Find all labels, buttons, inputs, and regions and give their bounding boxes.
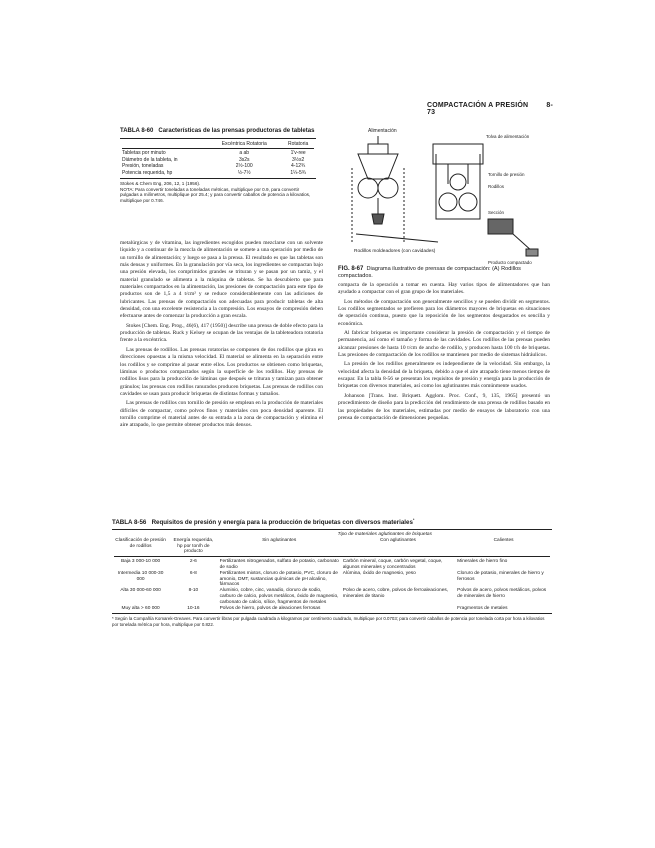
right-paragraph-3: Al fabricar briquetas es importante considerar la presión de compactación y el tiempo de permanencia, así como el tamaño y forma de las cavidades. Los rodillos de las prensas pueden alcanzar presiones de hasta 10 t/cm de ancho de rodillo, y producen hasta 100 t/h de briquetas. Las presiones de compactación de los rodillos se mantienen por medio de sistemas hidráulicos.	[338, 330, 550, 359]
feed-hopper-right	[433, 144, 483, 164]
table-row: Presión, toneladas 2½-100 4-12¾	[122, 163, 306, 170]
fig-label-right-4: Sección	[488, 210, 505, 215]
left-column	[120, 240, 323, 508]
fig-label-bottom-left: Rodillos moldeadores (con cavidades)	[354, 249, 436, 254]
table-row: Potencia requerida, hp ½-7½ 1¼-5¾	[122, 169, 306, 176]
figure-caption: FIG. 8-67 Diagrama ilustrativo de prensas de compactación: (A) Rodillos compactados.	[338, 266, 521, 279]
table-bottom-rule	[120, 178, 316, 179]
fig-label-top-left: Alimentación	[368, 128, 397, 134]
table-row: Muy alta > 60 000 10-16 Polvos de hierro, polvos de aleaciones ferrosas Fragmentos de metales	[121, 605, 508, 611]
table-8-56-grid	[112, 532, 552, 611]
roll-left-b	[378, 178, 398, 198]
table-source: Stokes & Chem Eng, 206, 12, 1 (1956).	[120, 181, 201, 187]
roll-right-a	[439, 193, 457, 211]
table-row: Tabletas por minuto a ab 1'v-ree	[122, 150, 306, 157]
table-note: NOTA: Para convertir toneladas a toneladas métricas, multiplique por 0.9, para convertir pulgadas a milímetros, multiplique por 25.4; y para convertir caballos de potencia a kilovatios, multiplique por 0.746.	[120, 186, 311, 203]
table-row: Alta 30 000-60 000 8-10 Aluminio, cobre, cinc, vanadio, cloruro de sodio, carburo de calcio, polvos metálicos, óxido de magnesio, carbonato de calcio, sílice, fragmentos de metales Polvo de acero, cobre, polvos de ferroaleaciones, minerales de titanio Polvos de acero, polvos metálicos, polvos de minerales de hierro	[120, 588, 547, 605]
right-paragraph-5: Johanson [Trans. Inst. Briquett. Agglom. Proc. Conf., 9, 135, 1965] presentó un procedimiento de diseño para la predicción del rendimiento de una prensa de rodillos basado en las propiedades de los materiales, estimadas por medio de ensayos de laboratorio con una prensa de compactación de dimensiones pequeñas.	[338, 392, 550, 421]
col-header: Sin aglutinantes	[262, 537, 297, 543]
left-paragraph-2: Stokes [Chem. Eng. Prog., 46(6), 417 (1950)] describe una prensa de doble efecto para la producción de tabletas. Ruck y Kelsey se ocupan de las ventajas de la tableteadora rotatoria frente a la excéntrica.	[120, 322, 323, 344]
table-top-rule	[120, 138, 316, 139]
col-header: Excéntrica Rotatoria	[221, 141, 267, 147]
figure-8-67	[338, 124, 550, 274]
fig-label-right-1: Tolva de alimentación	[486, 134, 530, 139]
table-row: Intermedia 10 000-30 000 6-8 Fertilizantes mixtos, cloruro de potasio, PVC, cloruro de amonio, DMT, sustancias químicas de pH alcalino, fármacos Alúmina, óxido de magnesio, yeso Cloruro de potasio, minerales de hierro y ferrosos	[117, 570, 544, 588]
col-header: Clasificación de presión de rodillos	[115, 537, 166, 549]
table-8-56-title: TABLA 8-56 Requisitos de presión y energía para la producción de briquetas con diversos materiales*	[112, 517, 415, 527]
running-header-title: COMPACTACIÓN A PRESIÓN	[427, 102, 529, 109]
table-8-60-title: TABLA 8-60 Características de las prensas productoras de tabletas	[120, 128, 315, 134]
table-row: Diámetro de la tableta, in 3s2s 3½s2	[122, 156, 305, 163]
table-8-60-grid	[120, 141, 316, 176]
table-8-56	[112, 516, 552, 627]
roll-left-a	[358, 178, 378, 198]
right-paragraph-1: compacta de la operación a tomar en cuenta. Hay varios tipos de alimentadores que han ayudado a compactar con el gran grupo de los materiales.	[338, 282, 550, 296]
left-paragraph-4: Las prensas de rodillos con tornillo de presión se emplean en la producción de materiales difíciles de compactar, como polvos finos y materiales con poca densidad aparente. El tornillo comprime el material antes de su entrada a la zona de compactación y elimina el aire atrapado, lo que permite obtener productos más densos.	[120, 400, 323, 429]
left-paragraph-3: Las prensas de rodillos. Las prensas rotatorias se componen de dos rodillos que giran en direcciones opuestas a la misma velocidad. El material se alimenta en la separación entre los rodillos y se comprime al pasar entre ellos. Los productos se obtienen como briquetas, láminas o productos compactados según la superficie de los rodillos. Hay prensas de rodillos lisos para la producción de láminas que después se trituran y tamizan para obtener gránulos; las prensas con rodillos ranurados producen briquetas. Las prensas de rodillos con cavidades se usan para producir briquetas de distintas formas y tamaños.	[120, 346, 323, 397]
right-paragraph-4: La presión de los rodillos generalmente es independiente de la velocidad. Sin embargo, la velocidad afecta la densidad de la briqueta, debido a que el aire atrapado tiene menos tiempo de escapar. En la tabla 8-56 se presentan los requisitos de presión y energía para la producción de briquetas con diversos materiales, así como los aglutinantes más comúnmente usados.	[338, 361, 550, 390]
table-row: Baja 3 000-10 000 2-6 Fertilizantes nitrogenados, sulfato de potasio, carbonato de sodio Carbón mineral, coque, carbón vegetal, coque, algunos minerales y concentrados Minerales de hierro fino	[120, 559, 508, 571]
span-header: Tipo de materiales aglutinantes de briquetas	[337, 532, 432, 538]
col-header: Energía requerida, hp por ton/h de producto	[173, 537, 214, 555]
right-paragraph-2: Los métodos de compactación son generalmente sencillos y se pueden dividir en segmentos. Los rodillos segmentados se prefieren para los diámetros mayores de briquetas en situaciones de operación continua, puesto que la reposición de los segmentos desgastados es sencilla y económica.	[338, 298, 550, 327]
running-header	[427, 102, 557, 116]
col-header: Calientes	[493, 537, 514, 543]
col-header: Rotatoria	[287, 141, 309, 147]
table-8-60	[120, 128, 316, 203]
roll-right-b	[459, 193, 477, 211]
right-column	[338, 282, 550, 508]
press-screw	[450, 174, 466, 190]
feed-hopper-left	[368, 136, 388, 154]
fig-label-right-2: Tornillo de presión	[488, 172, 525, 177]
left-paragraph-1: metalúrgicas y de vitamina, las ingredientes escogidos pueden mezclarse con un solvente líquido y a continuar de la mezcla de alimentación se somete a una operación por medio de un tornillo de alimentación; y luego se pasa a la prensa. El resultado es que las tabletas son más densas y uniformes. En la granulación por vía seca, los ingredientes se compactan bajo una presión elevada, los comprimidos grandes se trituran y se pasan por un tamiz, y el material granulado se alimenta a la máquina de tabletas. Se ha descubierto que para materiales compactados en la alimentación, las presiones de compactación para este tipo de productos son de 1,5 a 4 t/cm² y se reduce considerablemente con las adiciones de lubricantes. Las prensas de compactación son adecuadas para producir tabletas de alta densidad, con una excelente resistencia a la compresión. Los ensayos de compresión deben efectuarse antes de comenzar la producción a gran escala.	[120, 240, 323, 320]
table-footnote: * Según la Compañía Komarek-Greaves. Para convertir libras por pulgada cuadrada a kilogramos por centímetro cuadrado, multiplique por 0.0703; para convertir caballos de potencia por tonelada corta por hora a kilovatios por tonelada métrica por hora, multiplique por 0.822.	[112, 616, 545, 627]
press-diagram	[338, 124, 550, 274]
fig-label-bottom-right: Producto compactado	[488, 260, 532, 265]
col-header: Con aglutinantes	[379, 537, 416, 543]
fig-label-right-3: Rodillos	[488, 184, 505, 189]
page-number: 8-73	[427, 102, 554, 116]
